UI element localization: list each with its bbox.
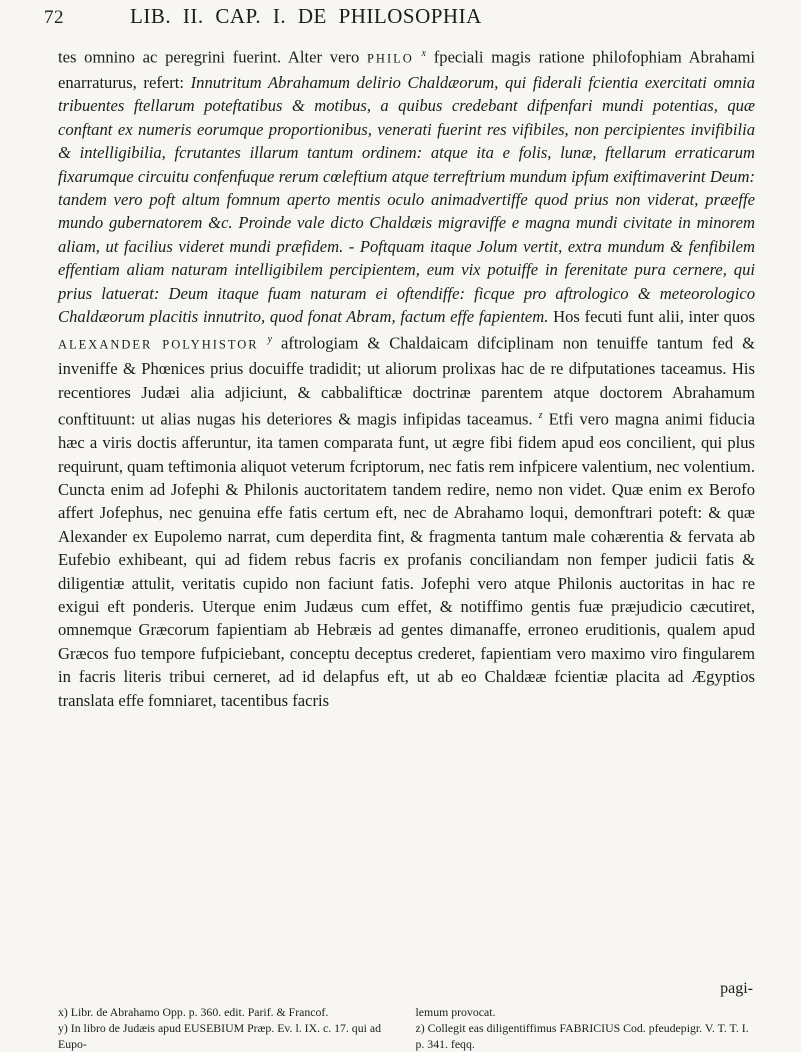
footnote-z: z) Collegit eas diligentiffimus FABRICIUS Cod. pfeudepigr. V. T. T. I. p. 341. feqq. — [415, 1021, 749, 1051]
footnote-column-left — [58, 1004, 398, 1052]
footnote-ref-y: y — [267, 334, 273, 346]
footnotes — [58, 1004, 755, 1052]
catchword: pagi- — [720, 980, 753, 997]
text-run: Etfi vero magna animi fiducia hæc a viris doctis afferuntur, ita tamen comparata funt, ut ægre fibi fidem apud eos concilient, qui plus requirunt, quam teftimonia aliquot veterum fcriptorum, nec fatis rem infpicere valentium, nec volentium. Cuncta enim ad Jofephi & Philonis auctoritatem tandem redire, nemo non videt. Quæ enim ex Berofo affert Jofephus, nec genuina effe fatis certum eft, nec de Abrahamo loqui, demonftrari poteft: & quæ Alexander ex Eupolemo narrat, cum deperdita fint, & fragmenta tantum male cohærentia & fervata ab Eufebio exhibeant, qui ad fidem rebus facris ex profanis conciliandam non femper judicii fatis & diligentiæ attulit, veritatis cupido non faciunt fatis. Jofephi vero atque Philonis auctoritas in hac re exigui eft ponderis. Uterque enim Judæus cum effet, & notiffimo gentis fuæ præjudicio cæcutiret, omnemque Græcorum fapientiam ab Hebræis ad gentes dimanaffe, erroneo eruditionis, qualem apud Græcos fuo tempore fufpiciebant, conceptu deceptus crederet, fapientiam vero maximo viro fingularem in facris literis tribui cerneret, ad id delapfus eft, ut ab eo Chaldææ fcientiæ placita ad Ægyptios translata effe fomniaret, tacentibus facris — [58, 409, 755, 710]
text-run: Hos fecuti funt alii, inter quos — [548, 307, 756, 326]
quotation-philo: Innutritum Abrahamum delirio Chaldæorum, qui fiderali fcientia exercitati omnia tribuentes ftellarum poteftatibus & motibus, a quibus credebant difpenfari mundi potentias, quæ conftant ex numeris eorumque proportionibus, venerati fuerint res vifibiles, non percipientes invifibilia & intelligibilia, fcrutantes illarum tantum ordinem: atque ita e folis, lunæ, ftellarum erraticarum fixarumque circuitu confenfuque rerum cœleftium atque terreftrium mundum ipfum exiftimaverint Deum: tandem vero poft altum fomnum aperto mentis oculo animadvertiffe quod prius non viderat, præeffe mundo gubernatorem &c. Proinde vale dicto Chaldæis migraviffe e magna mundi civitate in minorem aliam, ut facilius videret mundi præfidem. - Poftquam itaque Jolum vertit, extra mundum & fenfibilem effentiam aliam naturam intelligibilem percipientem, eum vix potuiffe in ferenitate pura cernere, qui prius latuerat: Deum itaque fuam naturam ei oftendiffe: ficque pro aftrologico & meteorologico Chaldæorum placitis innutrito, quod fonat Abram, factum effe fapientem. — [58, 72, 755, 326]
running-header — [44, 4, 755, 38]
footnote-y: y) In libro de Judæis apud EUSEBIUM Præp. Ev. l. IX. c. 17. qui ad Eupo- — [58, 1021, 381, 1051]
footnote-column-right — [416, 1004, 756, 1052]
text-run: fpeciali magis ratione philofophiam Abrahami enarraturus, refert: — [58, 47, 756, 92]
text-run: tes omnino ac peregrini fuerint. Alter vero — [58, 47, 367, 67]
footnote-y-continuation: lemum provocat. — [415, 1005, 496, 1019]
running-head: LIB. II. CAP. I. DE PHILOSOPHIA — [130, 4, 482, 28]
text-run: aftrologiam & Chaldaicam difciplinam non tenuiffe tantum fed & inveniffe & Phœnices prius docuiffe tradidit; ut aliorum prolixas hac de re difputationes taceamus. His recentiores Judæi alia adjiciunt, & cabbalifticæ doctrinæ parentem atque doctorem Abrahamum conftituunt: ut alias nugas his deteriores & magis infipidas taceamus. — [58, 333, 755, 429]
author-name-alexander: ALEXANDER POLYHISTOR — [58, 337, 259, 352]
page-number: 72 — [44, 7, 64, 28]
footnote-ref-z: z — [538, 410, 543, 422]
footnote-x: x) Libr. de Abrahamo Opp. p. 360. edit. Parif. & Francof. — [58, 1005, 329, 1019]
paragraph — [58, 42, 755, 712]
main-text — [58, 42, 755, 712]
footnote-ref-x: x — [421, 48, 426, 59]
author-name-philo: PHILO — [366, 51, 414, 66]
